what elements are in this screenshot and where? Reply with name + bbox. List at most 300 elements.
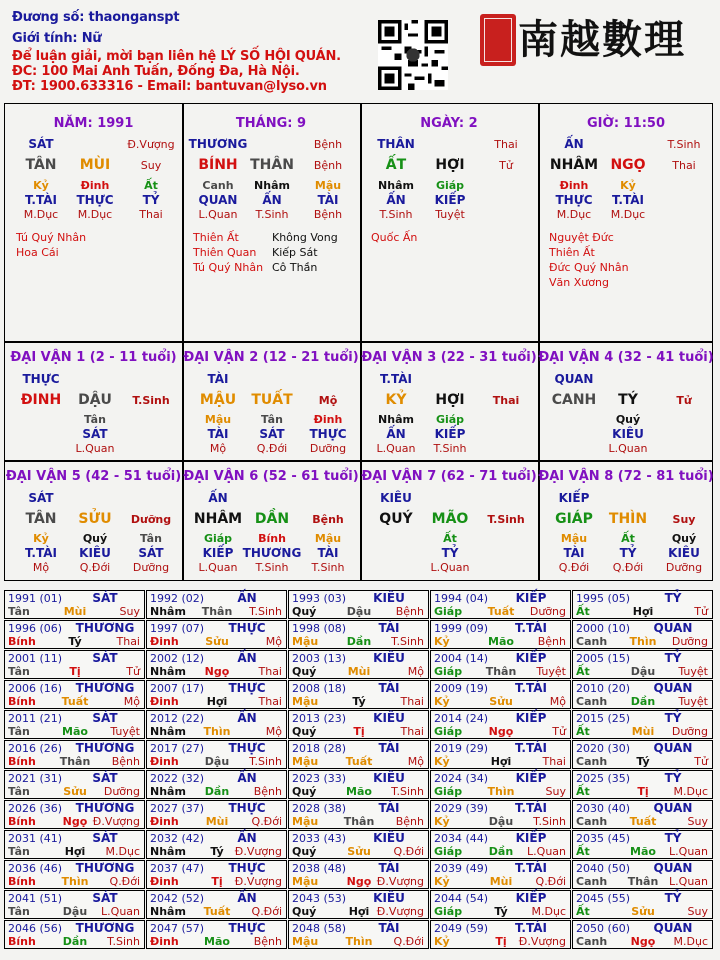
- year-can: Đinh: [150, 875, 179, 888]
- year-chi: Dậu: [488, 815, 514, 828]
- year-state: Đ.Vượng: [234, 875, 282, 888]
- year-chi: Mùi: [631, 725, 655, 738]
- year-chi: Dậu: [630, 665, 656, 678]
- year-god: KIÊU: [373, 891, 405, 905]
- year-can: Bính: [8, 935, 36, 948]
- year-state: T.Sinh: [391, 635, 424, 648]
- year-state: Q.Đới: [251, 905, 282, 918]
- year-state: T.Sinh: [249, 605, 282, 618]
- year-chi: Mão: [204, 935, 230, 948]
- year-chi: Tý: [636, 755, 650, 768]
- year-label: 2007 (17): [150, 682, 205, 695]
- year-chi: Tị: [211, 875, 223, 888]
- dai-van-hidden-state: T.Sinh: [311, 561, 345, 574]
- dai-van-hidden-state: Q.Đới: [558, 561, 590, 574]
- year-can: Bính: [8, 695, 36, 708]
- dai-van-can: MẬU: [199, 392, 237, 408]
- year-chi: Tuất: [629, 815, 657, 828]
- year-chi: Dậu: [204, 755, 230, 768]
- year-chi: Thìn: [487, 785, 515, 798]
- dai-van-hidden-god: SÁT: [259, 427, 285, 441]
- pillar-hidden-state: Tuyệt: [435, 208, 465, 221]
- dai-van-hidden-stem: Kỷ: [33, 532, 49, 545]
- year-state: Tử: [694, 605, 708, 618]
- dai-van-title: ĐẠI VẬN 3 (22 - 31 tuổi): [361, 350, 537, 365]
- year-chi: Tuất: [487, 605, 515, 618]
- pillar-chi: MÙI: [79, 157, 111, 173]
- year-state: L.Quan: [669, 875, 708, 888]
- year-can: Đinh: [150, 815, 179, 828]
- dai-van-hidden-state: Dưỡng: [132, 561, 170, 574]
- year-state: Tuyệt: [678, 695, 708, 708]
- year-state: Tử: [694, 755, 708, 768]
- year-cell: [430, 800, 571, 829]
- pillar-hidden-stem: Nhâm: [378, 179, 414, 192]
- dai-van-hidden-stem: Bính: [258, 532, 286, 545]
- year-god: SÁT: [92, 651, 118, 665]
- year-label: 2022 (32): [150, 772, 205, 785]
- pillar-title: NĂM: 1991: [53, 116, 134, 131]
- dai-van-title: ĐẠI VẬN 5 (42 - 51 tuổi): [5, 469, 182, 484]
- year-label: 2003 (13): [292, 652, 347, 665]
- year-chi: Ngọ: [62, 815, 88, 828]
- pillar-stars-2: [272, 230, 338, 275]
- star-item: Không Vong: [272, 231, 338, 244]
- year-cell: [4, 890, 145, 919]
- year-can: Mậu: [292, 875, 319, 888]
- pillar-hidden-god: THỰC: [555, 193, 593, 207]
- pillar-hidden-state: Bệnh: [313, 208, 343, 221]
- year-cell: [572, 800, 713, 829]
- year-can: Kỷ: [434, 635, 450, 648]
- year-can: Giáp: [434, 905, 463, 918]
- dai-van-god: ẤN: [208, 491, 228, 505]
- year-can: Mậu: [292, 755, 319, 768]
- dai-van-hidden-god: T.TÀI: [25, 546, 57, 560]
- year-label: 2036 (46): [8, 862, 63, 875]
- dai-van-chi: TÝ: [618, 392, 638, 408]
- year-god: THƯƠNG: [75, 621, 135, 635]
- year-state: Tuyệt: [536, 665, 566, 678]
- year-label: 2044 (54): [434, 892, 489, 905]
- year-cell: [288, 620, 429, 649]
- year-can: Canh: [576, 815, 608, 828]
- year-god: KIẾP: [515, 711, 547, 725]
- year-can: Kỷ: [434, 695, 450, 708]
- year-state: M.Dục: [105, 845, 140, 858]
- dai-van-hidden-state: Mộ: [209, 442, 227, 455]
- dai-van-title: ĐẠI VẬN 8 (72 - 81 tuổi): [538, 469, 714, 484]
- dai-van-hidden-state: L.Quan: [608, 442, 648, 455]
- year-god: KIẾP: [515, 891, 547, 905]
- year-god: KIẾP: [515, 651, 547, 665]
- dai-van-8: [538, 461, 714, 580]
- pillar-3: [538, 104, 714, 341]
- dai-van-hidden-god: THƯƠNG: [242, 546, 302, 560]
- year-chi: Dần: [630, 695, 656, 708]
- dai-van-hidden-stem: Quý: [82, 532, 108, 545]
- dai-van-6: [182, 461, 360, 580]
- year-state: T.Sinh: [107, 935, 140, 948]
- dai-van-hidden-stem: Tân: [140, 532, 162, 545]
- year-can: Tân: [8, 905, 30, 918]
- year-can: Mậu: [292, 635, 319, 648]
- dai-van-hidden-stem: Mậu: [560, 532, 588, 545]
- year-can: Ất: [576, 785, 590, 798]
- year-label: 2024 (34): [434, 772, 489, 785]
- star-item: Quốc Ấn: [371, 231, 418, 244]
- year-can: Bính: [8, 875, 36, 888]
- year-god: KIÊU: [373, 831, 405, 845]
- year-chi: Hợi: [348, 905, 370, 918]
- year-label: 1991 (01): [8, 592, 63, 605]
- year-can: Đinh: [150, 755, 179, 768]
- dai-van-hidden-god: TỶ: [441, 546, 459, 560]
- year-chi: Mão: [630, 845, 656, 858]
- year-cell: [146, 710, 287, 739]
- year-god: QUAN: [653, 861, 693, 875]
- year-cell: [146, 800, 287, 829]
- pillar-state-top: Thai: [494, 138, 518, 151]
- pillar-god-top: THÂN: [377, 137, 415, 151]
- dai-van-state: Bệnh: [312, 513, 344, 526]
- year-state: Mộ: [265, 635, 282, 648]
- pillar-hidden-stem: Mậu: [314, 179, 342, 192]
- year-chi: Tý: [210, 845, 224, 858]
- pillar-1: [182, 104, 360, 341]
- year-chi: Tý: [68, 635, 82, 648]
- year-can: Kỷ: [434, 875, 450, 888]
- pillar-hidden-god: QUAN: [198, 193, 238, 207]
- year-god: TỶ: [664, 891, 682, 905]
- year-chi: Mùi: [347, 665, 371, 678]
- year-label: 2002 (12): [150, 652, 205, 665]
- year-label: 2001 (11): [8, 652, 63, 665]
- star-item: Tú Quý Nhân: [16, 231, 87, 244]
- year-cell: [4, 740, 145, 769]
- pillar-state-top: T.Sinh: [667, 138, 701, 151]
- year-cell: [146, 920, 287, 949]
- year-god: TÀI: [378, 801, 400, 815]
- dai-van-can: NHÂM: [193, 511, 243, 527]
- year-state: T.Sinh: [533, 815, 566, 828]
- year-god: THỰC: [228, 681, 266, 695]
- year-state: Mộ: [265, 725, 282, 738]
- year-can: Nhâm: [150, 785, 186, 798]
- year-can: Tân: [8, 605, 30, 618]
- year-god: T.TÀI: [515, 921, 547, 935]
- year-god: QUAN: [653, 681, 693, 695]
- year-can: Bính: [8, 815, 36, 828]
- year-chi: Mùi: [63, 605, 87, 618]
- year-god: T.TÀI: [515, 801, 547, 815]
- year-state: Thai: [542, 755, 566, 768]
- year-cell: [430, 620, 571, 649]
- year-label: 2014 (24): [434, 712, 489, 725]
- year-chi: Thân: [485, 665, 517, 678]
- year-cell: [4, 800, 145, 829]
- star-item: Nguyệt Đức: [549, 231, 614, 244]
- year-label: 2039 (49): [434, 862, 489, 875]
- year-state: M.Dục: [673, 935, 708, 948]
- year-state: Mộ: [123, 695, 140, 708]
- year-god: T.TÀI: [515, 681, 547, 695]
- year-state: M.Dục: [531, 905, 566, 918]
- dai-van-god: KIÊU: [380, 491, 412, 505]
- year-can: Giáp: [434, 725, 463, 738]
- year-god: THỰC: [228, 801, 266, 815]
- pillar-god-top: ẤN: [564, 137, 584, 151]
- year-cell: [4, 920, 145, 949]
- dai-van-chi: DẬU: [78, 392, 112, 408]
- dai-van-hidden-god: TỶ: [619, 546, 637, 560]
- pillar-hidden-stem: Kỷ: [620, 179, 636, 192]
- dai-van-hidden-stem: Mậu: [314, 532, 342, 545]
- year-label: 2013 (23): [292, 712, 347, 725]
- year-state: M.Dục: [673, 785, 708, 798]
- year-state: Thai: [258, 695, 282, 708]
- year-state: Suy: [687, 815, 708, 828]
- year-god: KIẾP: [515, 831, 547, 845]
- year-god: SÁT: [92, 591, 118, 605]
- year-can: Kỷ: [434, 935, 450, 948]
- year-god: THỰC: [228, 741, 266, 755]
- dai-van-chi: HỢI: [435, 392, 465, 408]
- pillar-hidden-god: T.TÀI: [612, 193, 644, 207]
- year-cell: [146, 860, 287, 889]
- year-god: SÁT: [92, 711, 118, 725]
- year-cell: [146, 830, 287, 859]
- year-can: Mậu: [292, 695, 319, 708]
- year-god: TỶ: [664, 831, 682, 845]
- pillar-2: [360, 104, 538, 341]
- year-can: Đinh: [150, 635, 179, 648]
- year-can: Giáp: [434, 665, 463, 678]
- year-state: Q.Đới: [393, 935, 424, 948]
- dai-van-hidden-god: KIẾP: [434, 427, 466, 441]
- pillar-state: Tử: [499, 159, 513, 172]
- owner-name: Đương số: thaonganspt: [12, 10, 180, 25]
- dai-van-hidden-state: Q.Đới: [256, 442, 288, 455]
- brand-logo: 南越數理: [518, 16, 686, 63]
- year-can: Canh: [576, 755, 608, 768]
- year-can: Canh: [576, 935, 608, 948]
- year-chi: Tị: [353, 725, 365, 738]
- year-chi: Hợi: [64, 845, 86, 858]
- year-cell: [146, 740, 287, 769]
- dai-van-state: Tử: [676, 394, 692, 407]
- year-label: 2008 (18): [292, 682, 347, 695]
- year-label: 2009 (19): [434, 682, 489, 695]
- year-chi: Tuất: [61, 695, 89, 708]
- dai-van-god: TÀI: [207, 372, 229, 386]
- year-can: Tân: [8, 785, 30, 798]
- year-label: 2018 (28): [292, 742, 347, 755]
- year-state: Thai: [400, 695, 424, 708]
- year-can: Nhâm: [150, 845, 186, 858]
- dai-van-state: T.Sinh: [132, 394, 170, 407]
- year-chi: Sửu: [489, 695, 513, 708]
- year-chi: Ngọ: [346, 875, 372, 888]
- year-state: L.Quan: [101, 905, 140, 918]
- year-chi: Ngọ: [630, 935, 656, 948]
- year-chi: Tý: [352, 695, 366, 708]
- year-god: THỰC: [228, 861, 266, 875]
- pillar-hidden-stem: Đinh: [80, 179, 110, 192]
- year-cell: [288, 740, 429, 769]
- dai-van-title: ĐẠI VẬN 7 (62 - 71 tuổi): [361, 469, 537, 484]
- year-label: 2029 (39): [434, 802, 489, 815]
- year-god: T.TÀI: [515, 741, 547, 755]
- year-chi: Sửu: [63, 785, 87, 798]
- year-state: Dưỡng: [671, 725, 708, 738]
- dai-van-god: QUAN: [554, 372, 594, 386]
- year-cell: [572, 830, 713, 859]
- year-label: 2035 (45): [576, 832, 631, 845]
- star-item: Kiếp Sát: [272, 246, 318, 259]
- year-cell: [146, 590, 287, 619]
- year-cell: [288, 860, 429, 889]
- year-can: Nhâm: [150, 905, 186, 918]
- year-cell: [572, 590, 713, 619]
- year-chi: Mão: [488, 635, 514, 648]
- year-state: Bệnh: [111, 755, 140, 768]
- dai-van-can: ĐINH: [20, 392, 62, 408]
- year-cell: [430, 590, 571, 619]
- pillar-chi: NGỌ: [610, 157, 646, 173]
- year-god: ẤN: [237, 831, 257, 845]
- year-chi: Thìn: [61, 875, 89, 888]
- year-cell: [4, 590, 145, 619]
- year-cell: [572, 710, 713, 739]
- year-can: Giáp: [434, 605, 463, 618]
- pillar-title: GIỜ: 11:50: [587, 116, 665, 131]
- year-label: 2033 (43): [292, 832, 347, 845]
- pillar-hidden-god: TÀI: [317, 193, 339, 207]
- year-state: Đ.Vượng: [376, 875, 424, 888]
- year-cell: [288, 890, 429, 919]
- dai-van-7: [360, 461, 538, 580]
- year-state: Mộ: [407, 755, 424, 768]
- year-can: Giáp: [434, 785, 463, 798]
- year-label: 2031 (41): [8, 832, 63, 845]
- year-state: Đ.Vượng: [234, 845, 282, 858]
- year-chi: Mão: [62, 725, 88, 738]
- year-cell: [288, 770, 429, 799]
- year-can: Bính: [8, 635, 36, 648]
- year-can: Mậu: [292, 815, 319, 828]
- dai-van-hidden-state: Q.Đới: [79, 561, 111, 574]
- year-cell: [430, 650, 571, 679]
- year-cell: [572, 740, 713, 769]
- dai-van-hidden-god: TÀI: [207, 427, 229, 441]
- year-label: 2005 (15): [576, 652, 631, 665]
- year-god: ẤN: [237, 891, 257, 905]
- year-state: Tử: [552, 725, 566, 738]
- year-label: 2042 (52): [150, 892, 205, 905]
- year-cell: [572, 920, 713, 949]
- year-god: TÀI: [378, 861, 400, 875]
- phone-email: ĐT: 1900.633316 - Email: bantuvan@lyso.vn: [12, 79, 327, 94]
- year-label: 2010 (20): [576, 682, 631, 695]
- year-cell: [288, 650, 429, 679]
- year-cell: [430, 830, 571, 859]
- year-can: Canh: [576, 695, 608, 708]
- year-can: Kỷ: [434, 815, 450, 828]
- dai-van-1: [5, 342, 182, 461]
- pillar-stars: [193, 230, 263, 275]
- pillar-hidden-stem: Ất: [144, 179, 158, 192]
- year-god: TÀI: [378, 621, 400, 635]
- pillar-hidden-stem: Đinh: [559, 179, 589, 192]
- dai-van-chi: TUẤT: [251, 392, 293, 408]
- year-god: KIÊU: [373, 651, 405, 665]
- pillar-hidden-state: M.Dục: [610, 208, 646, 221]
- year-state: Tử: [126, 665, 140, 678]
- year-can: Quý: [292, 905, 317, 918]
- year-can: Quý: [292, 725, 317, 738]
- pillar-hidden-state: L.Quan: [198, 208, 238, 221]
- dai-van-hidden-state: L.Quan: [376, 442, 416, 455]
- year-god: TÀI: [378, 741, 400, 755]
- year-cell: [288, 800, 429, 829]
- year-cell: [146, 620, 287, 649]
- year-label: 1994 (04): [434, 592, 489, 605]
- year-chi: Tuất: [345, 755, 373, 768]
- year-chi: Mùi: [205, 815, 229, 828]
- year-god: QUAN: [653, 801, 693, 815]
- year-state: Đ.Vượng: [518, 935, 566, 948]
- dai-van-hidden-god: SÁT: [138, 546, 164, 560]
- year-chi: Dần: [488, 845, 514, 858]
- year-can: Nhâm: [150, 725, 186, 738]
- dai-van-hidden-stem: Ất: [621, 532, 635, 545]
- year-cell: [572, 680, 713, 709]
- pillar-hidden-god: T.TÀI: [25, 193, 57, 207]
- year-chi: Thân: [59, 755, 91, 768]
- pillar-god-top: THƯƠNG: [188, 137, 248, 151]
- year-cell: [4, 770, 145, 799]
- dai-van-hidden-stem: Đinh: [313, 413, 343, 426]
- pillar-stars: [549, 230, 629, 290]
- year-state: Bệnh: [253, 785, 282, 798]
- year-label: 2048 (58): [292, 922, 347, 935]
- dai-van-hidden-state: L.Quan: [75, 442, 115, 455]
- year-label: 1999 (09): [434, 622, 489, 635]
- year-state: Dưỡng: [103, 785, 140, 798]
- header: [0, 0, 720, 100]
- year-cell: [4, 680, 145, 709]
- pillar-title: NGÀY: 2: [420, 116, 478, 131]
- year-god: THƯƠNG: [75, 861, 135, 875]
- pillar-hidden-state: T.Sinh: [379, 208, 413, 221]
- dai-van-hidden-stem: Nhâm: [378, 413, 414, 426]
- year-state: Thai: [116, 635, 140, 648]
- year-cell: [430, 770, 571, 799]
- year-label: 2023 (33): [292, 772, 347, 785]
- year-cell: [572, 620, 713, 649]
- year-god: ẤN: [237, 591, 257, 605]
- dai-van-can: GIÁP: [555, 511, 593, 527]
- chart-grid: [4, 103, 713, 581]
- year-label: 2034 (44): [434, 832, 489, 845]
- year-state: Thai: [258, 665, 282, 678]
- year-god: TỶ: [664, 591, 682, 605]
- year-label: 2006 (16): [8, 682, 63, 695]
- year-label: 2028 (38): [292, 802, 347, 815]
- year-chi: Thân: [201, 605, 233, 618]
- year-cell: [430, 920, 571, 949]
